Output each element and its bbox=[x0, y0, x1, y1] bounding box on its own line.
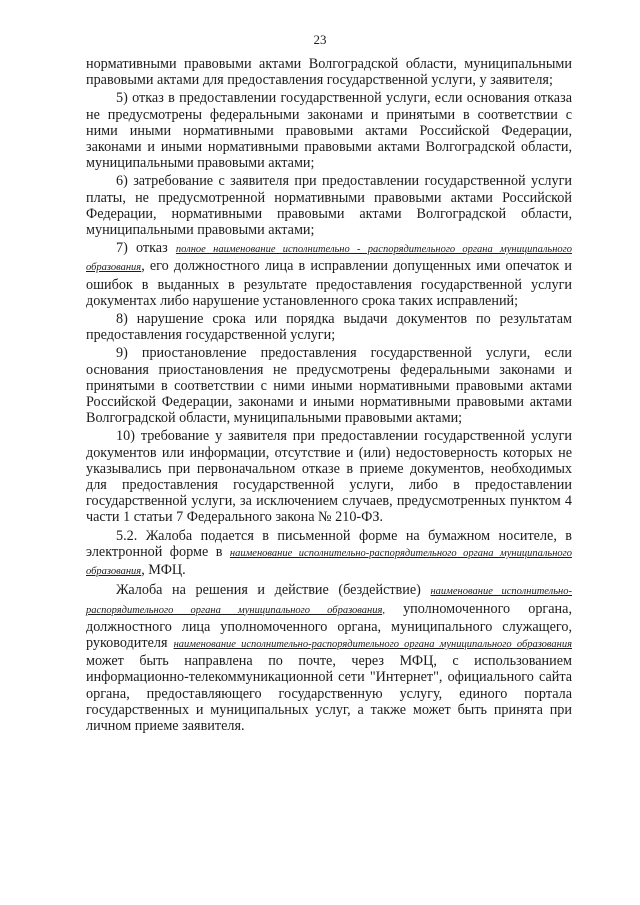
paragraph-text: нормативными правовыми актами Волгоградской области, муниципальными правовыми актами для предоставления государственной услуги, у заявителя; bbox=[86, 56, 572, 89]
placeholder-organ-name: наименование исполнительно-распорядительного органа муниципального образования bbox=[173, 638, 573, 650]
paragraph-text: 10) требование у заявителя при предоставлении государственной услуги документов или информации, отсутствие и (или) недостоверность которых не указывались при первоначальном отказе в приеме документов, необходимых для предоставления государственной услуги, либо в предоставлении государственной услуги, за исключением случаев, предусмотренных пунктом 4 части 1 статьи 7 Федерального закона № 210-ФЗ. bbox=[86, 428, 572, 526]
paragraph-text: уполномоченного органа, должностного лица уполномоченного органа, муниципального служащего, руководителя bbox=[86, 600, 572, 651]
paragraph-p6 bbox=[86, 173, 572, 238]
paragraph-text: , МФЦ. bbox=[141, 562, 186, 579]
paragraph-text: 6) затребование с заявителя при предоставлении государственной услуги платы, не предусмотренной нормативными правовыми актами Российской Федерации, нормативными правовыми актами Волгоградской области, муниципальными правовыми актами; bbox=[86, 173, 572, 239]
paragraph-p5 bbox=[86, 90, 572, 171]
paragraph-p52 bbox=[86, 528, 572, 581]
placeholder-organ-name: наименование исполнительно-распорядительного органа муниципального образования, bbox=[86, 586, 572, 616]
paragraph-cont bbox=[86, 56, 572, 88]
paragraph-p7 bbox=[86, 240, 572, 309]
placeholder-organ-name: полное наименование исполнительно - распорядительного органа муниципального образования bbox=[86, 244, 572, 274]
paragraph-pj bbox=[86, 582, 572, 734]
placeholder-organ-name: наименование исполнительно-распорядительного органа муниципального образования bbox=[86, 547, 572, 578]
paragraph-text: 7) отказ bbox=[116, 240, 176, 257]
paragraph-text: , его должностного лица в исправлении допущенных ими опечаток и ошибок в выданных в результате предоставления государственной услуги документах либо нарушение установленного срока таких исправлений; bbox=[86, 258, 572, 309]
document-body bbox=[86, 56, 572, 736]
page-number: 23 bbox=[313, 32, 327, 47]
paragraph-text: 5.2. Жалоба подается в письменной форме на бумажном носителе, в электронной форме в bbox=[86, 527, 572, 560]
paragraph-text: 9) приостановление предоставления государственной услуги, если основания приостановления не предусмотрены федеральными законами и принятыми в соответствии с ними иными нормативными правовыми актами Российской Федерации, законами и иными нормативными правовыми актами Волгоградской области, муниципальными правовыми актами; bbox=[86, 345, 572, 427]
paragraph-p9 bbox=[86, 345, 572, 426]
paragraph-text: Жалоба на решения и действие (бездействие) bbox=[116, 582, 431, 599]
paragraph-p10 bbox=[86, 428, 572, 525]
paragraph-p8 bbox=[86, 311, 572, 343]
paragraph-text: может быть направлена по почте, через МФЦ, с использованием информационно-телекоммуникационной сети "Интернет", официального сайта органа, предоставляющего государственную услугу, единого портала государственных и муниципальных услуг, а также может быть принята при личном приеме заявителя. bbox=[86, 653, 572, 734]
paragraph-text: 8) нарушение срока или порядка выдачи документов по результатам предоставления государственной услуги; bbox=[86, 311, 572, 344]
paragraph-text: 5) отказ в предоставлении государственной услуги, если основания отказа не предусмотрены федеральными законами и принятыми в соответствии с ними иными нормативными правовыми актами Российской Федерации, законами и иными нормативными правовыми актами Волгоградской области, муниципальными правовыми актами; bbox=[86, 90, 572, 172]
